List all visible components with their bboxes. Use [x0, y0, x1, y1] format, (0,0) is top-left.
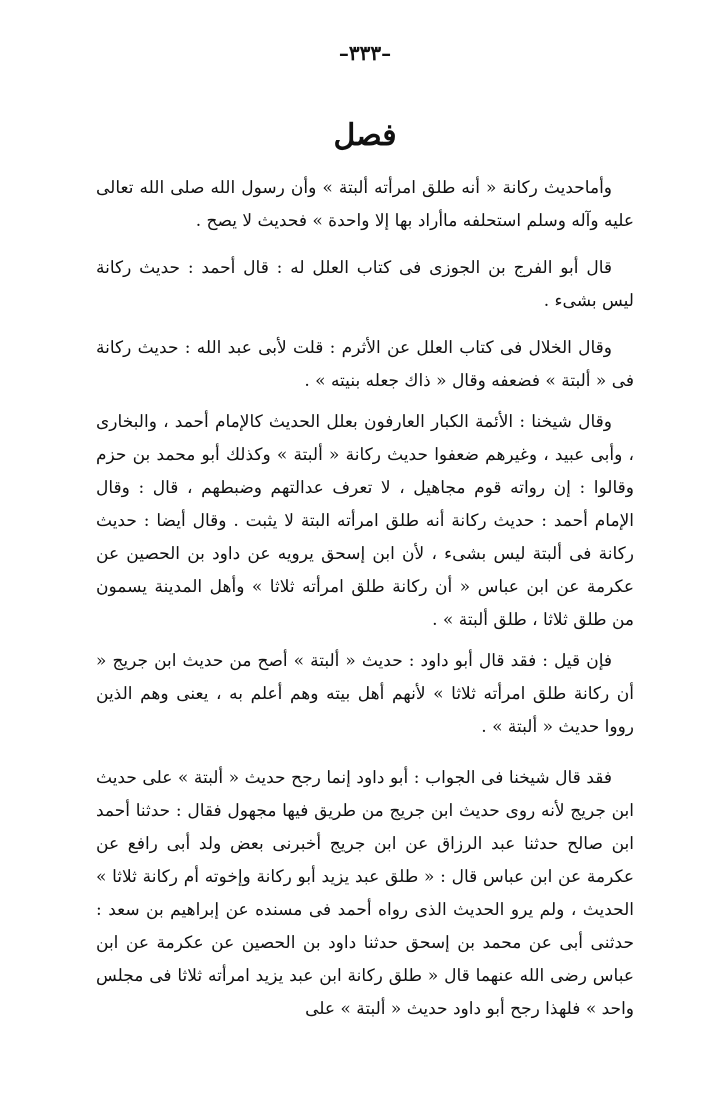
- paragraph-al-khallal: وقال الخلال فى كتاب العلل عن الأثرم : قلت لأبى عبد الله : حديث ركانة فى « ألبتة » فضعفه وقال « ذاك جعله بنيته » .: [96, 338, 634, 391]
- section-title: فصل: [333, 118, 397, 153]
- paragraph-ibn-al-jawzi: قال أبو الفرج بن الجوزى فى كتاب العلل له : قال أحمد : حديث ركانة ليس بشىء .: [96, 258, 634, 311]
- page-number: –٣٣٣–: [338, 41, 392, 65]
- paragraph-shaykh-answer: فقد قال شيخنا فى الجواب : أبو داود إنما رجح حديث « ألبتة » على حديث ابن جريج لأنه روى حديث ابن جريج من طريق فيها مجهول فقال : حدثنا أحمد ابن صالح حدثنا عبد الرزاق عن ابن جريج أخبرنى بعض ولد أبى رافع عن عكرمة عن ابن عباس قال : « طلق عبد يزيد أبو ركانة وإخوته أم ركانة ثلاثا » الحديث ، ولم يرو الحديث الذى رواه أحمد فى مسنده عن إبراهيم بن سعد : حدثنى أبى عن محمد بن إسحق حدثنا داود بن الحصين عن عكرمة عن ابن عباس رضى الله عنهما قال « طلق ركانة ابن عبد يزيد امرأته ثلاثا فى مجلس واحد » فلهذا رجح أبو داود حديث « ألبتة » على: [96, 768, 634, 1019]
- paragraph-abu-dawud-objection: فإن قيل : فقد قال أبو داود : حديث « ألبتة » أصح من حديث ابن جريج « أن ركانة طلق امرأته ثلاثا » لأنهم أهل بيته وهم أعلم به ، يعنى وهم الذين رووا حديث « ألبتة » .: [96, 651, 634, 737]
- paragraph-rukana-hadith: وأماحديث ركانة « أنه طلق امرأته ألبتة » وأن رسول الله صلى الله تعالى عليه وآله وسلم استحلفه ماأراد بها إلا واحدة » فحديث لا يصح .: [96, 178, 634, 231]
- paragraph-shaykh-imams: وقال شيخنا : الأئمة الكبار العارفون بعلل الحديث كالإمام أحمد ، والبخارى ، وأبى عبيد ، وغيرهم ضعفوا حديث ركانة « ألبتة » وكذلك أبو محمد بن حزم وقالوا : إن رواته قوم مجاهيل ، لا تعرف عدالتهم وضبطهم ، قال : وقال الإمام أحمد : حديث ركانة أنه طلق امرأته البتة لا يثبت . وقال أيضا : حديث ركانة فى ألبتة ليس بشىء ، لأن ابن إسحق يرويه عن داود بن الحصين عن عكرمة عن ابن عباس « أن ركانة طلق امرأته ثلاثا » وأهل المدينة يسمون من طلق ثلاثا ، طلق ألبتة » .: [96, 412, 634, 630]
